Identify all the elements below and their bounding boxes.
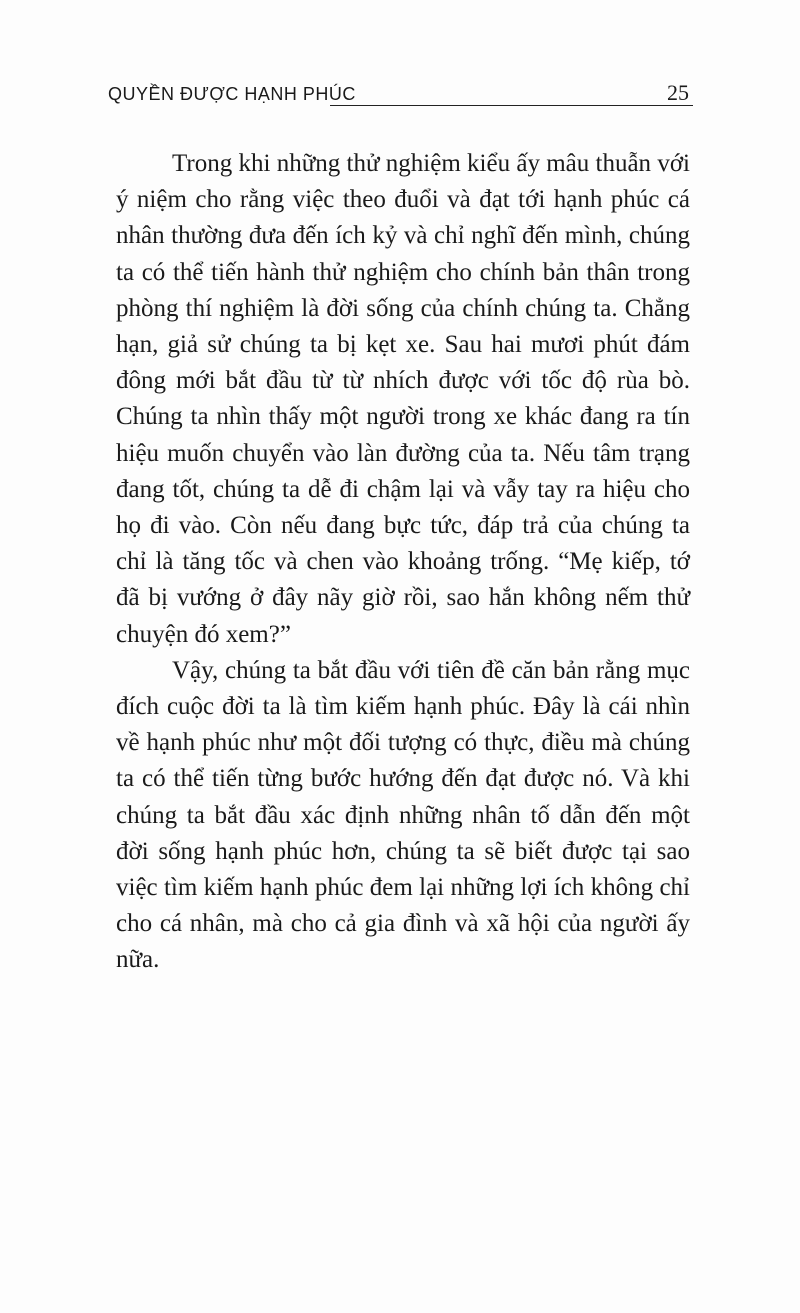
paragraph-1: Trong khi những thử nghiệm kiểu ấy mâu thuẫn với ý niệm cho rằng việc theo đuổi và đạt tới hạnh phúc cá nhân thường đưa đến ích kỷ và chỉ nghĩ đến mình, chúng ta có thể tiến hành thử nghiệm cho chính bản thân trong phòng thí nghiệm là đời sống của chính chúng ta. Chẳng hạn, giả sử chúng ta bị kẹt xe. Sau hai mươi phút đám đông mới bắt đầu từ từ nhích được với tốc độ rùa bò. Chúng ta nhìn thấy một người trong xe khác đang ra tín hiệu muốn chuyển vào làn đường của ta. Nếu tâm trạng đang tốt, chúng ta dễ đi chậm lại và vẫy tay ra hiệu cho họ đi vào. Còn nếu đang bực tức, đáp trả của chúng ta chỉ là tăng tốc và chen vào khoảng trống. “Mẹ kiếp, tớ đã bị vướng ở đây nãy giờ rồi, sao hắn không nếm thử chuyện đó xem?” (116, 150, 690, 648)
header-rule (330, 105, 693, 106)
page-number: 25 (667, 80, 689, 105)
running-header (108, 80, 693, 108)
body-text (116, 146, 690, 979)
running-title: QUYỀN ĐƯỢC HẠNH PHÚC (108, 84, 356, 104)
paragraph-2: Vậy, chúng ta bắt đầu với tiên đề căn bản rằng mục đích cuộc đời ta là tìm kiếm hạnh phúc. Đây là cái nhìn về hạnh phúc như một đối tượng có thực, điều mà chúng ta có thể tiến từng bước hướng đến đạt được nó. Và khi chúng ta bắt đầu xác định những nhân tố dẫn đến một đời sống hạnh phúc hơn, chúng ta sẽ biết được tại sao việc tìm kiếm hạnh phúc đem lại những lợi ích không chỉ cho cá nhân, mà cho cả gia đình và xã hội của người ấy nữa. (116, 656, 690, 974)
